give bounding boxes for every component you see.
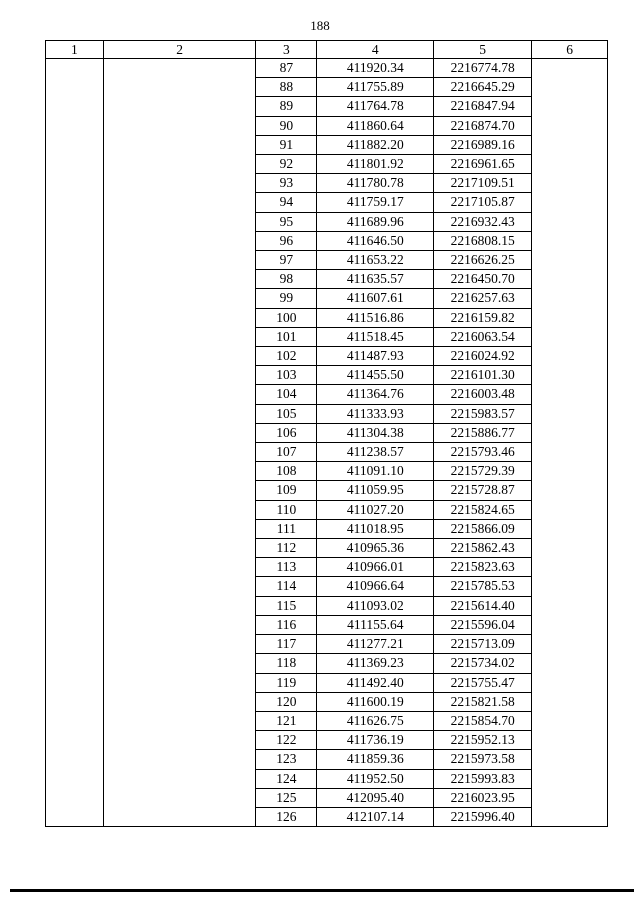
coordinate-y: 2216257.63 (434, 289, 532, 308)
table-body (46, 59, 608, 827)
point-number: 101 (256, 327, 317, 346)
coordinate-y: 2215993.83 (434, 769, 532, 788)
point-number: 118 (256, 654, 317, 673)
coordinate-x: 411027.20 (317, 500, 434, 519)
coordinate-x: 411689.96 (317, 212, 434, 231)
point-number: 117 (256, 635, 317, 654)
point-number: 99 (256, 289, 317, 308)
coordinate-x: 411455.50 (317, 366, 434, 385)
coordinate-x: 411736.19 (317, 731, 434, 750)
point-number: 119 (256, 673, 317, 692)
coordinate-y: 2216063.54 (434, 327, 532, 346)
point-number: 125 (256, 788, 317, 807)
column-header: 4 (317, 41, 434, 59)
point-number: 104 (256, 385, 317, 404)
coordinate-y: 2215734.02 (434, 654, 532, 673)
coordinate-x: 411492.40 (317, 673, 434, 692)
point-number: 121 (256, 711, 317, 730)
point-number: 112 (256, 539, 317, 558)
coordinate-x: 411059.95 (317, 481, 434, 500)
coordinate-x: 411653.22 (317, 251, 434, 270)
empty-cell-col6 (532, 59, 608, 827)
point-number: 97 (256, 251, 317, 270)
coordinate-x: 411518.45 (317, 327, 434, 346)
coordinate-y: 2216989.16 (434, 135, 532, 154)
column-header: 3 (256, 41, 317, 59)
point-number: 107 (256, 443, 317, 462)
point-number: 100 (256, 308, 317, 327)
point-number: 108 (256, 462, 317, 481)
coordinate-y: 2216774.78 (434, 59, 532, 78)
coordinate-y: 2216101.30 (434, 366, 532, 385)
coordinate-x: 410965.36 (317, 539, 434, 558)
coordinate-x: 411093.02 (317, 596, 434, 615)
point-number: 90 (256, 116, 317, 135)
coordinate-y: 2215973.58 (434, 750, 532, 769)
coordinate-x: 411755.89 (317, 78, 434, 97)
point-number: 93 (256, 174, 317, 193)
point-number: 89 (256, 97, 317, 116)
coordinates-table (45, 40, 608, 827)
coordinate-y: 2216159.82 (434, 308, 532, 327)
point-number: 110 (256, 500, 317, 519)
coordinate-y: 2215596.04 (434, 615, 532, 634)
table-row (46, 59, 608, 78)
coordinate-y: 2215983.57 (434, 404, 532, 423)
point-number: 114 (256, 577, 317, 596)
point-number: 98 (256, 270, 317, 289)
coordinate-y: 2215996.40 (434, 807, 532, 826)
column-header: 6 (532, 41, 608, 59)
coordinate-y: 2215729.39 (434, 462, 532, 481)
coordinate-y: 2217105.87 (434, 193, 532, 212)
point-number: 120 (256, 692, 317, 711)
empty-cell-col1 (46, 59, 104, 827)
coordinate-y: 2215824.65 (434, 500, 532, 519)
page-number: 188 (310, 18, 330, 33)
coordinate-x: 411600.19 (317, 692, 434, 711)
coordinate-x: 411487.93 (317, 347, 434, 366)
point-number: 92 (256, 155, 317, 174)
header-row (46, 41, 608, 59)
coordinate-y: 2216961.65 (434, 155, 532, 174)
coordinate-y: 2216645.29 (434, 78, 532, 97)
coordinate-x: 411882.20 (317, 135, 434, 154)
coordinate-y: 2215886.77 (434, 423, 532, 442)
coordinate-x: 411364.76 (317, 385, 434, 404)
point-number: 105 (256, 404, 317, 423)
coordinate-y: 2216450.70 (434, 270, 532, 289)
point-number: 113 (256, 558, 317, 577)
column-header: 5 (434, 41, 532, 59)
coordinate-x: 411764.78 (317, 97, 434, 116)
point-number: 116 (256, 615, 317, 634)
coordinate-y: 2216847.94 (434, 97, 532, 116)
coordinate-x: 411018.95 (317, 519, 434, 538)
coordinate-x: 411516.86 (317, 308, 434, 327)
point-number: 115 (256, 596, 317, 615)
coordinate-x: 412107.14 (317, 807, 434, 826)
coordinate-x: 411859.36 (317, 750, 434, 769)
coordinate-x: 412095.40 (317, 788, 434, 807)
point-number: 106 (256, 423, 317, 442)
coordinate-x: 411369.23 (317, 654, 434, 673)
coordinate-y: 2215614.40 (434, 596, 532, 615)
coordinate-y: 2215862.43 (434, 539, 532, 558)
point-number: 126 (256, 807, 317, 826)
coordinate-y: 2215952.13 (434, 731, 532, 750)
point-number: 109 (256, 481, 317, 500)
coordinate-x: 411860.64 (317, 116, 434, 135)
coordinate-x: 411607.61 (317, 289, 434, 308)
coordinate-x: 411091.10 (317, 462, 434, 481)
coordinate-x: 411801.92 (317, 155, 434, 174)
coordinate-x: 411155.64 (317, 615, 434, 634)
coordinate-x: 411333.93 (317, 404, 434, 423)
coordinate-x: 411626.75 (317, 711, 434, 730)
coordinate-y: 2215728.87 (434, 481, 532, 500)
point-number: 95 (256, 212, 317, 231)
point-number: 122 (256, 731, 317, 750)
point-number: 111 (256, 519, 317, 538)
coordinate-x: 411238.57 (317, 443, 434, 462)
bottom-rule (10, 889, 634, 892)
point-number: 96 (256, 231, 317, 250)
point-number: 94 (256, 193, 317, 212)
coordinate-x: 411780.78 (317, 174, 434, 193)
coordinate-y: 2215755.47 (434, 673, 532, 692)
coordinate-y: 2215854.70 (434, 711, 532, 730)
coordinate-x: 411759.17 (317, 193, 434, 212)
coordinate-y: 2216626.25 (434, 251, 532, 270)
coordinate-y: 2217109.51 (434, 174, 532, 193)
point-number: 88 (256, 78, 317, 97)
coordinate-y: 2215823.63 (434, 558, 532, 577)
point-number: 123 (256, 750, 317, 769)
coordinate-y: 2215866.09 (434, 519, 532, 538)
column-header: 1 (46, 41, 104, 59)
coordinate-x: 411920.34 (317, 59, 434, 78)
coordinate-x: 410966.01 (317, 558, 434, 577)
coordinate-y: 2216932.43 (434, 212, 532, 231)
point-number: 91 (256, 135, 317, 154)
coordinate-y: 2216874.70 (434, 116, 532, 135)
coordinate-y: 2215713.09 (434, 635, 532, 654)
coordinate-x: 411304.38 (317, 423, 434, 442)
point-number: 124 (256, 769, 317, 788)
empty-cell-col2 (103, 59, 256, 827)
point-number: 102 (256, 347, 317, 366)
column-header: 2 (103, 41, 256, 59)
coordinate-x: 411277.21 (317, 635, 434, 654)
coordinate-y: 2216003.48 (434, 385, 532, 404)
coordinate-x: 411635.57 (317, 270, 434, 289)
coordinate-x: 411952.50 (317, 769, 434, 788)
coordinate-y: 2216808.15 (434, 231, 532, 250)
coordinate-x: 410966.64 (317, 577, 434, 596)
coordinate-y: 2216023.95 (434, 788, 532, 807)
coordinate-y: 2215785.53 (434, 577, 532, 596)
coordinate-y: 2215821.58 (434, 692, 532, 711)
coordinate-y: 2216024.92 (434, 347, 532, 366)
point-number: 103 (256, 366, 317, 385)
coordinate-x: 411646.50 (317, 231, 434, 250)
point-number: 87 (256, 59, 317, 78)
coordinate-y: 2215793.46 (434, 443, 532, 462)
